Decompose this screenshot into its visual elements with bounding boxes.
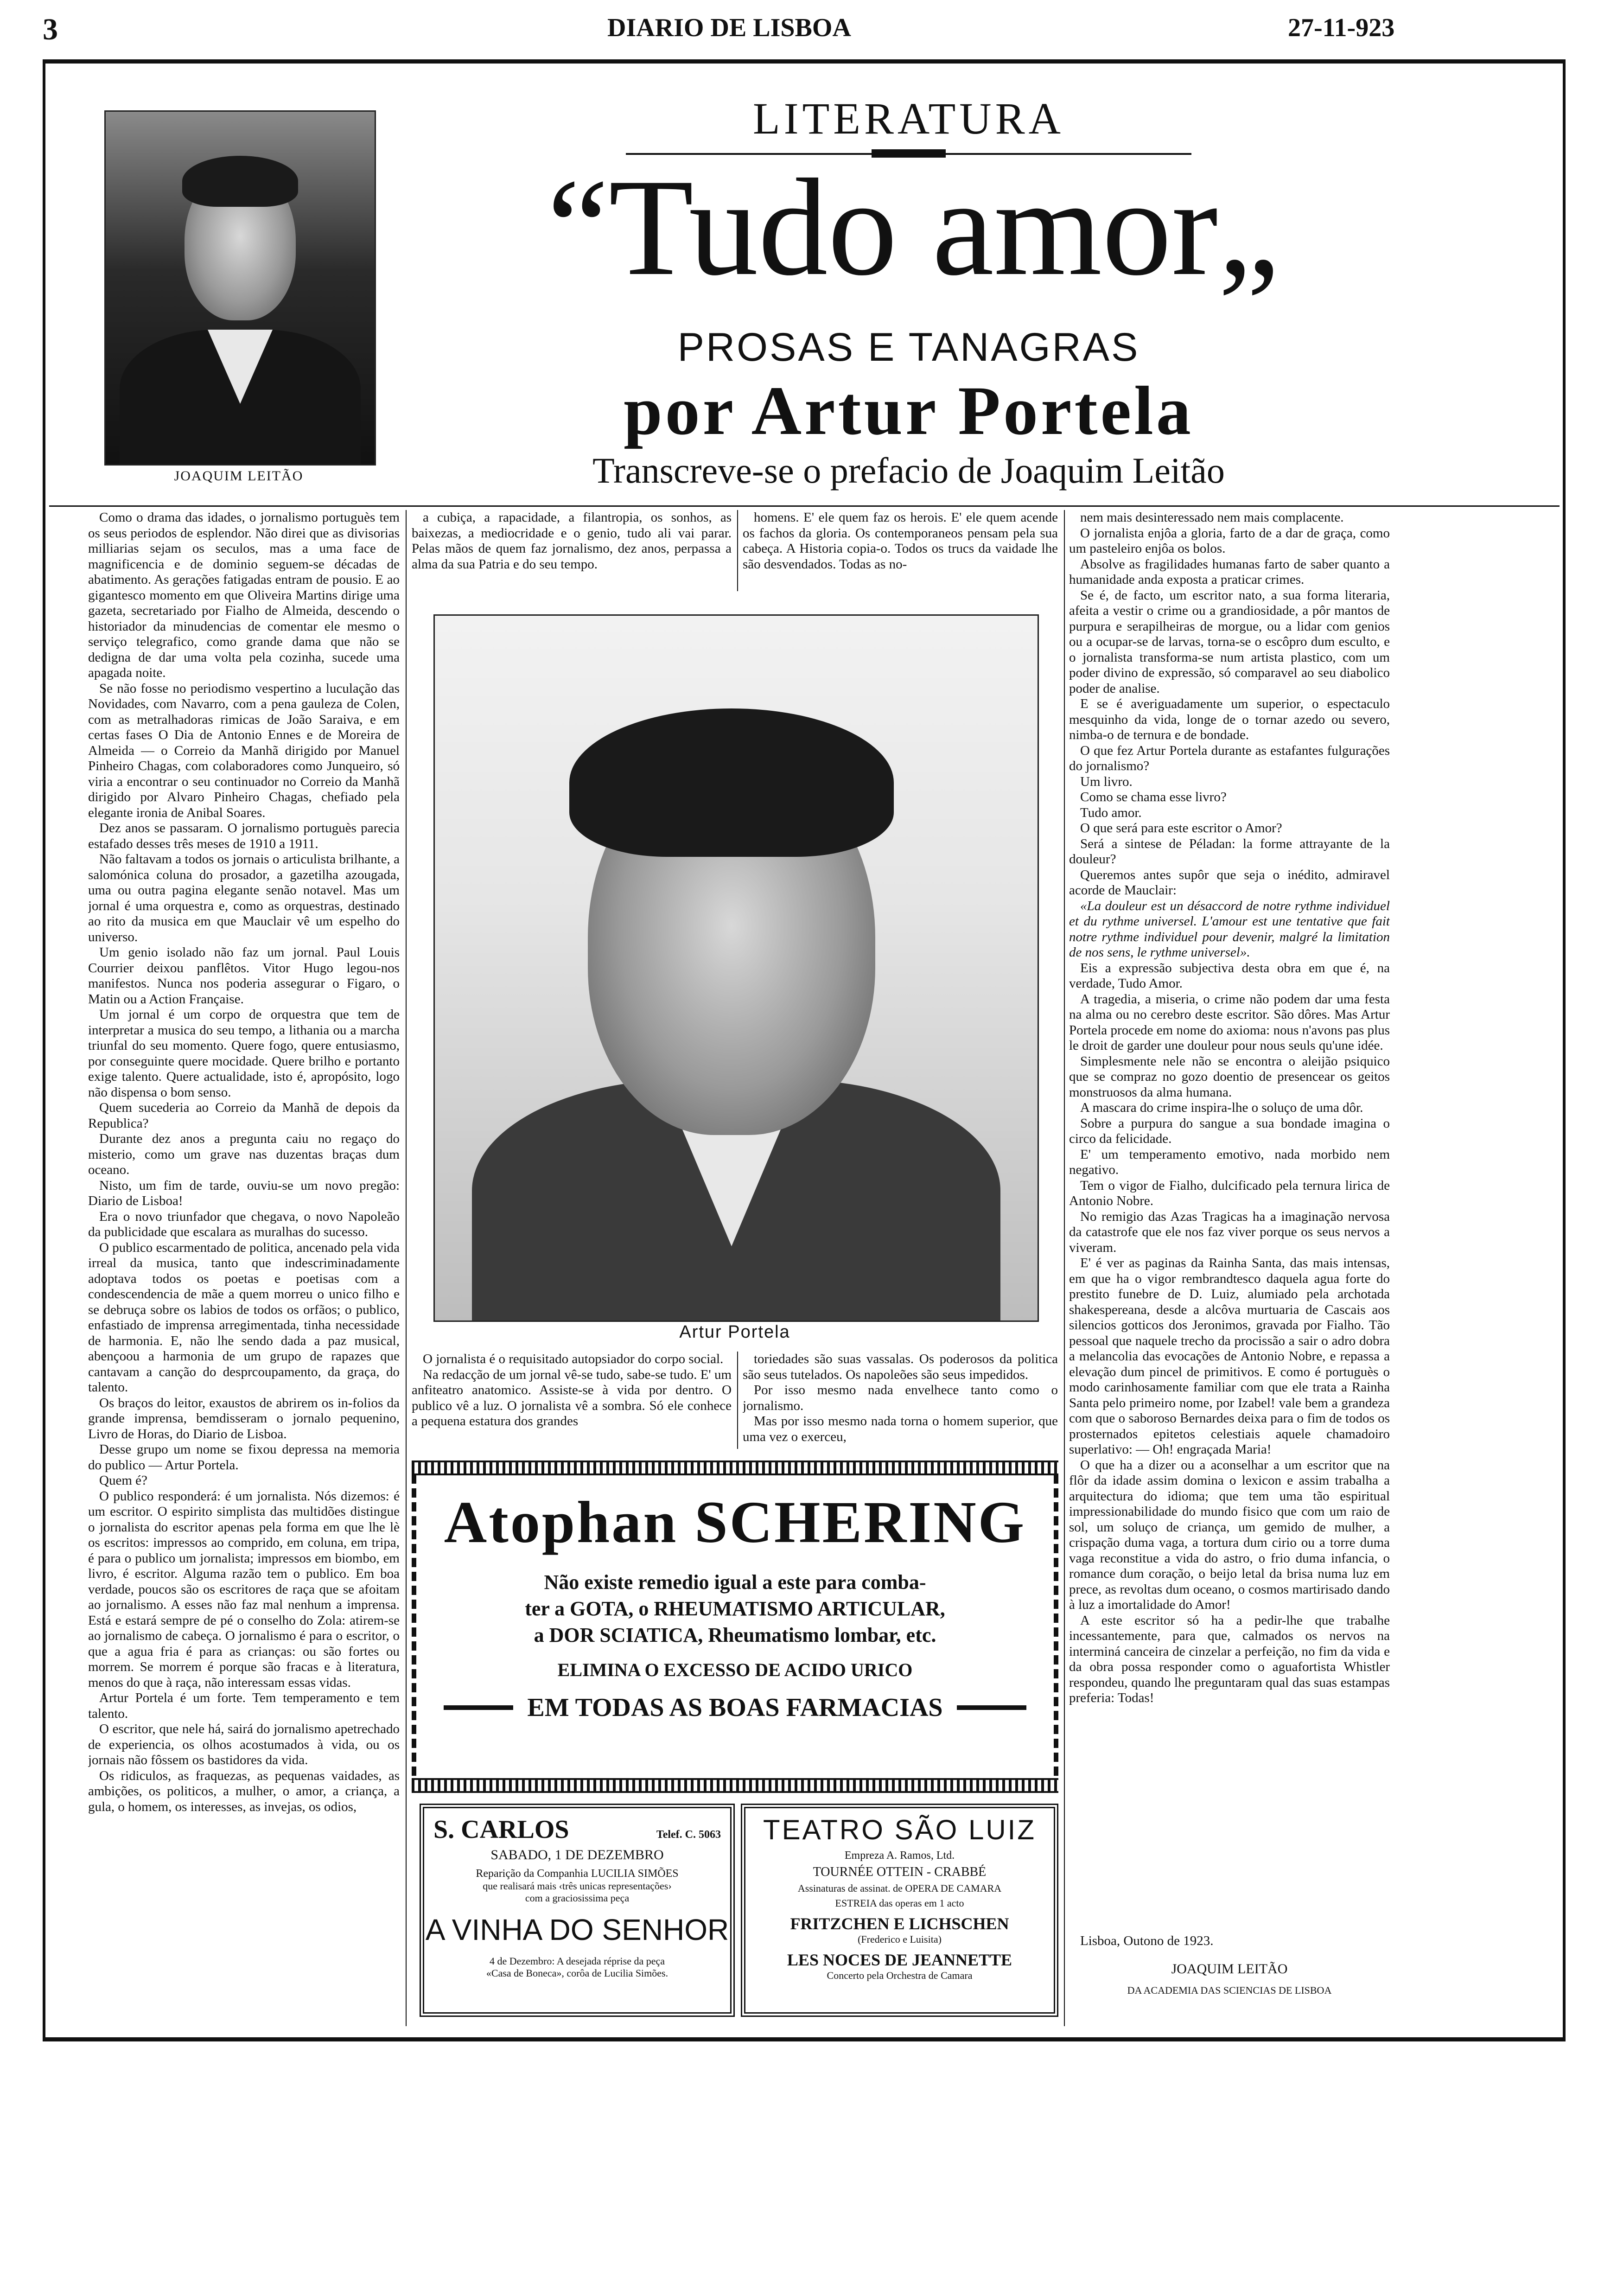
ad-atophan-line: ter a GOTA, o RHEUMATISMO ARTICULAR, xyxy=(525,1597,945,1620)
ad-sao-luiz-line: Empreza A. Ramos, Ltd. xyxy=(844,1850,955,1862)
paragraph: Queremos antes supôr que seja o inédito, admiravel acorde de Mauclair: xyxy=(1069,867,1390,898)
ad-s-carlos-phone: Telef. C. 5063 xyxy=(656,1829,721,1841)
ad-atophan-line: a DOR SCIATICA, Rheumatismo lombar, etc. xyxy=(534,1624,936,1646)
ad-teatro-sao-luiz xyxy=(741,1804,1058,2017)
paragraph: Os braços do leitor, exaustos de abrirem os in-folios da grande imprensa, bemdisseram o jornalo pequenino, Livro de Horas, do Diario de Lisboa. xyxy=(88,1395,400,1441)
paragraph: Mas por isso mesmo nada torna o homem superior, que uma vez o exerceu, xyxy=(743,1414,1058,1444)
paragraph: Quem sucederia ao Correio da Manhã de depois da Republica? xyxy=(88,1100,400,1131)
paragraph: Não faltavam a todos os jornais o articulista brilhante, a salomónica coluna do prosador, a gazetilha azougada, uma ou outra pagina elegante senão notavel. Mas um jornal é uma orquestra e, como as orquestras, destinado ao rito da musica em que Mauclair vê um espelho do universo. xyxy=(88,852,400,944)
paragraph: E se é averiguadamente um superior, o espectaculo mesquinho da vida, longe de o tornar azedo ou severo, nimba-o de ternura e de bondade. xyxy=(1069,696,1390,742)
ad-border-bottom xyxy=(412,1778,1058,1793)
page-number: 3 xyxy=(43,13,58,46)
paragraph: A tragedia, a miseria, o crime não podem dar uma festa na alma ou no cerebro deste escritor. São dôres. Mas Artur Portela procede em nome do axioma: nous n'avons pas plus le droit de garder une douleur pour nous seuls qu'une idée. xyxy=(1069,991,1390,1053)
paragraph: Simplesmente nele não se encontra o aleijão psiquico que se compraz no gozo doentio de presencear os geitos monstruosos da alma humana. xyxy=(1069,1053,1390,1100)
ad-s-carlos-line: 4 de Dezembro: A desejada réprise da peça xyxy=(489,1955,665,1967)
paragraph: A mascara do crime inspira-lhe o soluço de uma dôr. xyxy=(1080,1100,1363,1115)
text-column-4 xyxy=(1069,510,1390,1920)
ad-sao-luiz-name: TEATRO SÃO LUIZ xyxy=(763,1814,1036,1845)
paragraph: O publico escarmentado de politica, ancenado pela vida irreal da musica, tanto que indescriminadamente adoptava todos os poetas e poetisas com a condescendencia de mãe a quem morreu o unico filho e se debruça sobre os labios de todos os orfãos; o publico, enfastiado de imprensa arregimentada, tinha necessidade de harmonia. E, não lhe sendo dada a paz musical, abençoou a harmonia de um grupo de rapazes que cantavam a canção do desprcoupamento, da graça, do talento. xyxy=(88,1240,400,1395)
ad-sao-luiz-line: (Frederico e Luisita) xyxy=(858,1933,942,1945)
paragraph: Sobre a purpura do sangue a sua bondade imagina o circo da felicidade. xyxy=(1069,1116,1390,1146)
paragraph: Um livro. xyxy=(1080,774,1133,789)
paragraph: A este escritor só ha a pedir-lhe que trabalhe incessantemente, para que, calmados os nervos na interminá canceira de cinzelar a perfeição, no fim da vida e da obra possa responder como o aguafortista Whistler respondeu, quando lhe preguntaram qual das suas estampas preferia: Todas! xyxy=(1069,1613,1390,1705)
large-photo-caption: Artur Portela xyxy=(679,1322,790,1342)
ad-atophan-line: EM TODAS AS BOAS FARMACIAS xyxy=(527,1693,943,1722)
ad-atophan-line: ELIMINA O EXCESSO DE ACIDO URICO xyxy=(557,1659,913,1680)
paragraph: Como o drama das idades, o jornalismo portuguès tem os seus periodos de esplendor. Não direi que as divisorias milliarias sejam os seculos, mas a uma face de magnificencia e de dominio seguem-se décadas de abatimento. As gerações fatigadas entram de pousio. E ao gigantesco momento em que Oliveira Martins dirige uma gazeta, secretariado por Fialho de Almeida, descendo o historiador da minudencias de comentar ele mesmo o serviço telegrafico, como grande dama que não se dedigna de dar uma volta pela cozinha, sucede uma apagada noite. xyxy=(88,510,400,680)
signature-place-date: Lisboa, Outono de 1923. xyxy=(1080,1933,1214,1948)
article-title: “Tudo amor„ xyxy=(547,150,1280,304)
paragraph: O jornalista é o requisitado autopsiador do corpo social. xyxy=(423,1352,724,1366)
paragraph: Se é, de facto, um escritor nato, a sua forma literaria, afeita a vestir o crime ou a grandiosidade, a pôr mantos de purpura e serapilheiras de morgue, ou a lidar com genios ou a ocupar-se de larvas, torna-se o escôpro dum esculto, e o jornalista transforma-se num artista plastico, com um poder divino de expressão, só comparavel ao seu diabolico poder de analise. xyxy=(1069,587,1390,696)
article-note: Transcreve-se o prefacio de Joaquim Leitão xyxy=(592,450,1225,491)
paragraph: Tem o vigor de Fialho, dulcificado pela ternura lirica de Antonio Nobre. xyxy=(1069,1178,1390,1208)
paragraph: Artur Portela é um forte. Tem temperamento e tem talento. xyxy=(88,1690,400,1721)
paragraph: nem mais desinteressado nem mais complacente. xyxy=(1080,510,1344,525)
paragraph: O escritor, que nele há, sairá do jornalismo apetrechado de experiencia, os olhos acostumados à vida, ou os jornais não fôssem os bastidores da vida. xyxy=(88,1722,400,1767)
paragraph: O que fez Artur Portela durante as estafantes fulgurações do jornalismo? xyxy=(1069,743,1390,773)
ad-s-carlos-line: que realisará mais ‹três unicas representações› xyxy=(483,1880,672,1892)
ad-sao-luiz-line: LES NOCES DE JEANNETTE xyxy=(787,1951,1012,1969)
paragraph: Era o novo triunfador que chegava, o novo Napoleão da publicidade que escalara as muralhas do sucesso. xyxy=(88,1209,400,1239)
ad-s-carlos xyxy=(420,1804,735,2017)
paragraph: Um genio isolado não faz um jornal. Paul Louis Courrier deixou panflêtos. Vitor Hugo legou-nos manifestos. Nunca nos poderia assegurar o Figaro, o Matin ou a Action Française. xyxy=(88,945,400,1007)
paragraph: Será a sintese de Péladan: la forme attrayante de la douleur? xyxy=(1069,836,1390,867)
paragraph: a cubiça, a rapacidade, a filantropia, os sonhos, as baixezas, a mediocridade e o genio, tudo ali vai parar. Pelas mãos de quem faz jornalismo, dez anos, perpassa a alma da sua Patria e do seu tempo. xyxy=(412,510,732,572)
ad-sao-luiz-line: TOURNÉE OTTEIN - CRABBÉ xyxy=(813,1865,987,1879)
signature-name: JOAQUIM LEITÃO xyxy=(1171,1961,1288,1977)
issue-date: 27-11-923 xyxy=(1288,13,1395,42)
paragraph: Durante dez anos a pregunta caiu no regaço do misterio, como um grave nas duzentas braças dum oceano. xyxy=(88,1131,400,1177)
paragraph: Por isso mesmo nada envelhece tanto como o jornalismo. xyxy=(743,1383,1058,1413)
paragraph: «La douleur est un désaccord de notre rythme individuel et du rythme universel. L'amour est une tentative que fait notre rythme individuel pour devenir, malgré la limitation de nos sens, le rythme universel». xyxy=(1069,898,1390,960)
paragraph: Nisto, um fim de tarde, ouviu-se um novo pregão: Diario de Lisboa! xyxy=(88,1178,400,1208)
section-heading: LITERATURA xyxy=(753,94,1064,143)
ad-s-carlos-play: A VINHA DO SENHOR xyxy=(425,1913,729,1946)
paragraph: E' um temperamento emotivo, nada morbido nem negativo. xyxy=(1069,1147,1390,1177)
ad-atophan-line: Não existe remedio igual a este para comba- xyxy=(544,1571,926,1594)
column-rule xyxy=(406,510,407,2026)
paragraph: homens. E' ele quem faz os herois. E' ele quem acende os fachos da gloria. Os contemporaneos pensam pela sua cabeça. A Historia copia-o. Todos os trucs da vaidade lhe são desvendados. Todas as no- xyxy=(743,510,1058,572)
paragraph: Desse grupo um nome se fixou depressa na memoria do publico — Artur Portela. xyxy=(88,1442,400,1473)
paragraph: Eis a expressão subjectiva desta obra em que é, na verdade, Tudo Amor. xyxy=(1069,960,1390,991)
column-rule xyxy=(737,1352,738,1449)
paragraph: Tudo amor. xyxy=(1080,805,1142,820)
newspaper-name: DIARIO DE LISBOA xyxy=(607,13,851,42)
paragraph: O que ha a dizer ou a aconselhar a um escritor que na flôr da idade assim domina o lexicon e assim trabalha a arquitectura do idioma; que tem uma tão espiritual impressionabilidade do mundo fisico que com um raio de sol, um soluço de criança, um gemido de mulher, a crispação duma vaga, a tortura dum cirio ou a torre duma vaga reconstitue a vida do astro, o frio duma infancia, o romance dum coração, o beijo letal da brisa numa luz em prece, as revoltas dum oceano, o cosmos martirisado dando à luz a imortalidade do Amor! xyxy=(1069,1457,1390,1612)
paragraph: Os ridiculos, as fraquezas, as pequenas vaidades, as ambições, os politicos, a mulher, o amor, a criança, a gula, o homem, os interesses, as invejas, os odios, xyxy=(88,1768,400,1814)
article-subtitle: PROSAS E TANAGRAS xyxy=(677,325,1140,370)
column-rule xyxy=(737,510,738,591)
ad-s-carlos-line: «Casa de Boneca», corôa de Lucilia Simões. xyxy=(486,1967,668,1979)
ad-s-carlos-line: com a graciosissima peça xyxy=(525,1892,630,1904)
ad-s-carlos-name: S. CARLOS xyxy=(433,1815,569,1844)
paragraph: Quem é? xyxy=(99,1473,147,1488)
paragraph: O jornalista enjôa a gloria, farto de a dar de graça, como um pasteleiro enjôa os bolos. xyxy=(1069,525,1390,556)
masthead xyxy=(0,9,1617,51)
paragraph: Um jornal é um corpo de orquestra que tem de interpretar a musica do seu tempo, a lithania ou a marcha triunfal do seu momento. Quere fogo, quere entusiasmo, por conseguinte quere mocidade. Quere brilho e portanto exige talento. Quere actualidade, isto é, apropósito, logo não dispensa o bom senso. xyxy=(88,1007,400,1100)
signature-affiliation: DA ACADEMIA DAS SCIENCIAS DE LISBOA xyxy=(1127,1984,1332,1996)
article-byline: por Artur Portela xyxy=(624,372,1194,449)
header-rule xyxy=(49,505,1560,507)
text-column-2-bottom xyxy=(412,1352,732,1449)
portrait-artur-portela xyxy=(433,614,1039,1322)
ad-sao-luiz-line: Assinaturas de assinat. de OPERA DE CAMARA xyxy=(797,1882,1002,1894)
paragraph: Como se chama esse livro? xyxy=(1080,790,1227,804)
ad-atophan xyxy=(412,1474,1058,1776)
ad-atophan-brand: Atophan SCHERING xyxy=(444,1489,1026,1555)
column-rule xyxy=(1064,510,1065,2026)
text-column-3-top xyxy=(743,510,1058,591)
text-column-2-top xyxy=(412,510,732,591)
ad-s-carlos-line: Reparição da Companhia LUCILIA SIMÕES xyxy=(476,1868,679,1880)
text-column-3-bottom xyxy=(743,1352,1058,1449)
paragraph: Na redacção de um jornal vê-se tudo, sabe-se tudo. E' um anfiteatro anatomico. Assiste-se à vida por dentro. O publico vê a luz. O jornalista vê a sombra. Só ele conhece a pequena estatura dos grandes xyxy=(412,1367,732,1429)
paragraph: No remigio das Azas Tragicas ha a imaginação nervosa da catastrofe que ele nos faz viver porque os seus nervos a viveram. xyxy=(1069,1209,1390,1255)
paragraph: toriedades são suas vassalas. Os poderosos da politica são seus tutelados. Os napoleões são seus impedidos. xyxy=(743,1352,1058,1382)
paragraph: O que será para este escritor o Amor? xyxy=(1080,821,1282,835)
paragraph: Se não fosse no periodismo vespertino a luculação das Novidades, com Navarro, com a pena gauleza de Colen, com as metralhadoras rimicas de João Saraiva, e em certas fases O Dia de Antonio Ennes e de Moreira de Almeida — o Correio da Manhã dirigido por Manuel Pinheiro Chagas, com colaboradores como Junqueiro, só viria a encontrar o seu continuador no Correio da Manhã dirigido por Alvaro Pinheiro Chagas, chefiado pela elegante ironia de Anibal Soares. xyxy=(88,681,400,820)
ad-sao-luiz-line: ESTREIA das operas em 1 acto xyxy=(835,1897,964,1909)
small-photo-caption: JOAQUIM LEITÃO xyxy=(174,468,304,484)
paragraph: Absolve as fragilidades humanas farto de saber quanto a humanidade anda exposta a praticar crimes. xyxy=(1069,556,1390,587)
paragraph: Dez anos se passaram. O jornalismo portuguès parecia estafado desses três meses de 1910 a 1911. xyxy=(88,821,400,851)
ad-sao-luiz-line: FRITZCHEN E LICHSCHEN xyxy=(790,1914,1009,1933)
portrait-joaquim-leitao xyxy=(104,110,376,466)
paragraph: E' é ver as paginas da Rainha Santa, das mais intensas, em que ha o vigor rembrandtesco daquela agua forte do prestito funebre de D. Luiz, alumiado pela archotada shakespereana, desde a alcôva murtuaria de Cascais aos silencios gotticos dos Jeronimos, gravada por Fialho. Tão pessoal que naquele trecho da procissão a sair o adro dobra a melancolia das evocações de Antonio Nobre, e repassa a elevação dum pincel de primitivos. E como é portuguès o modo carinhosamente familiar com que ele trata a Rainha Santa pelo primeiro nome, por Izabel! vale bem a grandeza com que o saboroso Bernardes deixa para o fim de todos os prosternados epitetos celestiais aquele chamadoiro superlativo: — Oh! engraçada Maria! xyxy=(1069,1256,1390,1457)
ad-border-top xyxy=(412,1461,1058,1475)
paragraph: O publico responderá: é um jornalista. Nós dizemos: é um escritor. O espirito simplista das multidões distingue o jornalista do escritor apenas pela forma em que lhe lè os escritos: impressos ao comprido, em coluna, em tripa, é para o publico um jornalista; impressos em biombo, em livro, é escritor. Alguma razão tem o publico. Em boa verdade, poucos são os escritores de raça que se afoitam ao jornalismo. A esses não faz mal nenhum a imprensa. Está e estará sempre de pé o conselho do Zola: atirem-se ao jornalismo de cabeça. O jornalismo é para o escritor, o que a agua fria é para as crianças: ou são fortes ou morrem. Se morrem é porque são fracas e à literatura, menos do que à raça, não interessam essas vidas. xyxy=(88,1488,400,1690)
ad-s-carlos-date: SABADO, 1 DE DEZEMBRO xyxy=(490,1847,664,1862)
text-column-1 xyxy=(88,510,400,2022)
ad-sao-luiz-line: Concerto pela Orchestra de Camara xyxy=(827,1970,973,1981)
